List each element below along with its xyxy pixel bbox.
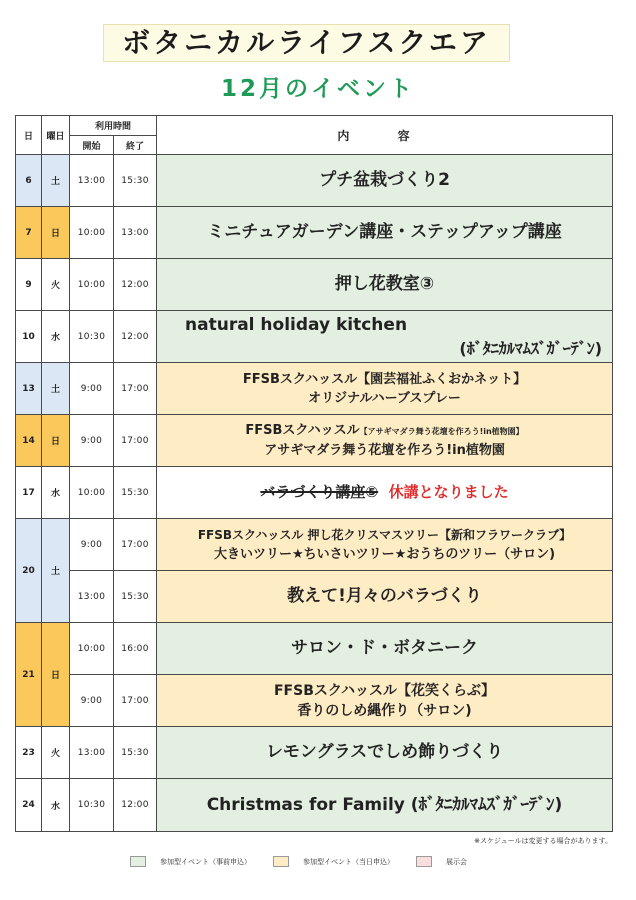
end-time: 15:30 <box>114 727 157 779</box>
end-time: 17:00 <box>114 363 157 415</box>
start-time: 10:30 <box>70 311 114 363</box>
legend-label-same-day: 参加型イベント（当日申込） <box>303 857 394 866</box>
start-time: 10:00 <box>70 467 114 519</box>
table-row <box>16 623 613 675</box>
event-line-1-sub: 【アサギマダラ舞う花壇を作ろう!in植物園】 <box>359 427 524 436</box>
table-row <box>16 675 613 727</box>
end-time: 17:00 <box>114 675 157 727</box>
weekday-cell: 土 <box>42 155 70 207</box>
table-row <box>16 259 613 311</box>
weekday-cell: 土 <box>42 519 70 623</box>
cancelled-event-title: バラづくり講座⑤ <box>260 483 379 501</box>
table-row <box>16 779 613 832</box>
schedule-change-note: ※スケジュールは変更する場合があります。 <box>474 837 612 845</box>
event-content: サロン・ド・ボタニーク <box>157 623 613 675</box>
end-time: 15:30 <box>114 467 157 519</box>
event-line-2: 香りのしめ縄作り（サロン) <box>297 702 472 719</box>
legend-label-exhibition: 展示会 <box>446 857 467 866</box>
header-day: 日 <box>16 116 42 155</box>
event-content: 教えて!月々のバラづくり <box>157 571 613 623</box>
day-cell: 17 <box>16 467 42 519</box>
weekday-cell: 水 <box>42 467 70 519</box>
table-row <box>16 207 613 259</box>
weekday-cell: 日 <box>42 415 70 467</box>
end-time: 13:00 <box>114 207 157 259</box>
table-row <box>16 571 613 623</box>
end-time: 12:00 <box>114 259 157 311</box>
header-time-group: 利用時間 <box>70 116 157 136</box>
table-row <box>16 155 613 207</box>
end-time: 15:30 <box>114 571 157 623</box>
header-weekday: 曜日 <box>42 116 70 155</box>
start-time: 10:00 <box>70 259 114 311</box>
event-content: 押し花教室③ <box>157 259 613 311</box>
event-content <box>157 467 613 519</box>
start-time: 13:00 <box>70 155 114 207</box>
end-time: 15:30 <box>114 155 157 207</box>
event-line-1 <box>157 421 612 441</box>
page-subtitle: 12月のイベント <box>220 76 415 102</box>
day-cell: 9 <box>16 259 42 311</box>
weekday-cell: 日 <box>42 623 70 727</box>
event-content <box>157 311 613 363</box>
day-cell: 24 <box>16 779 42 832</box>
day-cell: 23 <box>16 727 42 779</box>
event-content <box>157 415 613 467</box>
day-cell: 21 <box>16 623 42 727</box>
start-time: 9:00 <box>70 519 114 571</box>
start-time: 10:30 <box>70 779 114 832</box>
header-start: 開始 <box>70 136 114 155</box>
end-time: 17:00 <box>114 415 157 467</box>
table-row <box>16 415 613 467</box>
legend-swatch-same-day <box>273 856 289 867</box>
event-line-1: FFSBスクハッスル【園芸福祉ふくおかネット】 <box>242 371 527 387</box>
end-time: 17:00 <box>114 519 157 571</box>
weekday-cell: 日 <box>42 207 70 259</box>
start-time: 9:00 <box>70 675 114 727</box>
event-content <box>157 519 613 571</box>
event-schedule-table <box>15 115 613 832</box>
event-content: レモングラスでしめ飾りづくり <box>157 727 613 779</box>
start-time: 13:00 <box>70 571 114 623</box>
event-content <box>157 363 613 415</box>
weekday-cell: 火 <box>42 259 70 311</box>
day-cell: 13 <box>16 363 42 415</box>
end-time: 16:00 <box>114 623 157 675</box>
end-time: 12:00 <box>114 311 157 363</box>
event-content: ミニチュアガーデン講座・ステップアップ講座 <box>157 207 613 259</box>
day-cell: 14 <box>16 415 42 467</box>
table-row <box>16 467 613 519</box>
page-title: ボタニカルライフスクエア <box>103 24 510 62</box>
cancel-notice: 休講となりました <box>388 483 509 501</box>
table-row <box>16 363 613 415</box>
weekday-cell: 火 <box>42 727 70 779</box>
header-content: 内 容 <box>157 116 613 155</box>
event-line-1: natural holiday kitchen <box>185 314 408 335</box>
event-content <box>157 675 613 727</box>
event-line-2: (ﾎﾞﾀﾆｶﾙﾏﾑｽﾞｶﾞｰﾃﾞﾝ) <box>459 338 603 358</box>
event-content: Christmas for Family (ﾎﾞﾀﾆｶﾙﾏﾑｽﾞｶﾞｰﾃﾞﾝ) <box>157 779 613 832</box>
event-line-1-main: FFSBスクハッスル <box>245 423 360 438</box>
end-time: 12:00 <box>114 779 157 832</box>
start-time: 10:00 <box>70 623 114 675</box>
day-cell: 10 <box>16 311 42 363</box>
event-line-1: FFSBスクハッスル 押し花クリスマスツリー【新和フラワークラブ】 <box>197 527 572 542</box>
start-time: 10:00 <box>70 207 114 259</box>
start-time: 13:00 <box>70 727 114 779</box>
legend-swatch-advance <box>130 856 146 867</box>
weekday-cell: 水 <box>42 311 70 363</box>
table-row <box>16 727 613 779</box>
event-line-2: オリジナルハーブスプレー <box>308 390 461 406</box>
day-cell: 6 <box>16 155 42 207</box>
day-cell: 7 <box>16 207 42 259</box>
table-row <box>16 311 613 363</box>
event-line-2: アサギマダラ舞う花壇を作ろう!in植物園 <box>264 443 505 458</box>
legend-swatch-exhibition <box>416 856 432 867</box>
event-line-1: FFSBスクハッスル【花笑くらぶ】 <box>273 682 496 699</box>
start-time: 9:00 <box>70 415 114 467</box>
weekday-cell: 土 <box>42 363 70 415</box>
weekday-cell: 水 <box>42 779 70 832</box>
event-line-2: 大きいツリー★ちいさいツリー★おうちのツリー（サロン) <box>214 546 556 562</box>
legend-label-advance: 参加型イベント（事前申込） <box>160 857 251 866</box>
start-time: 9:00 <box>70 363 114 415</box>
day-cell: 20 <box>16 519 42 623</box>
event-content: プチ盆栽づくり2 <box>157 155 613 207</box>
header-end: 終了 <box>114 136 157 155</box>
table-row <box>16 519 613 571</box>
legend <box>130 856 489 867</box>
